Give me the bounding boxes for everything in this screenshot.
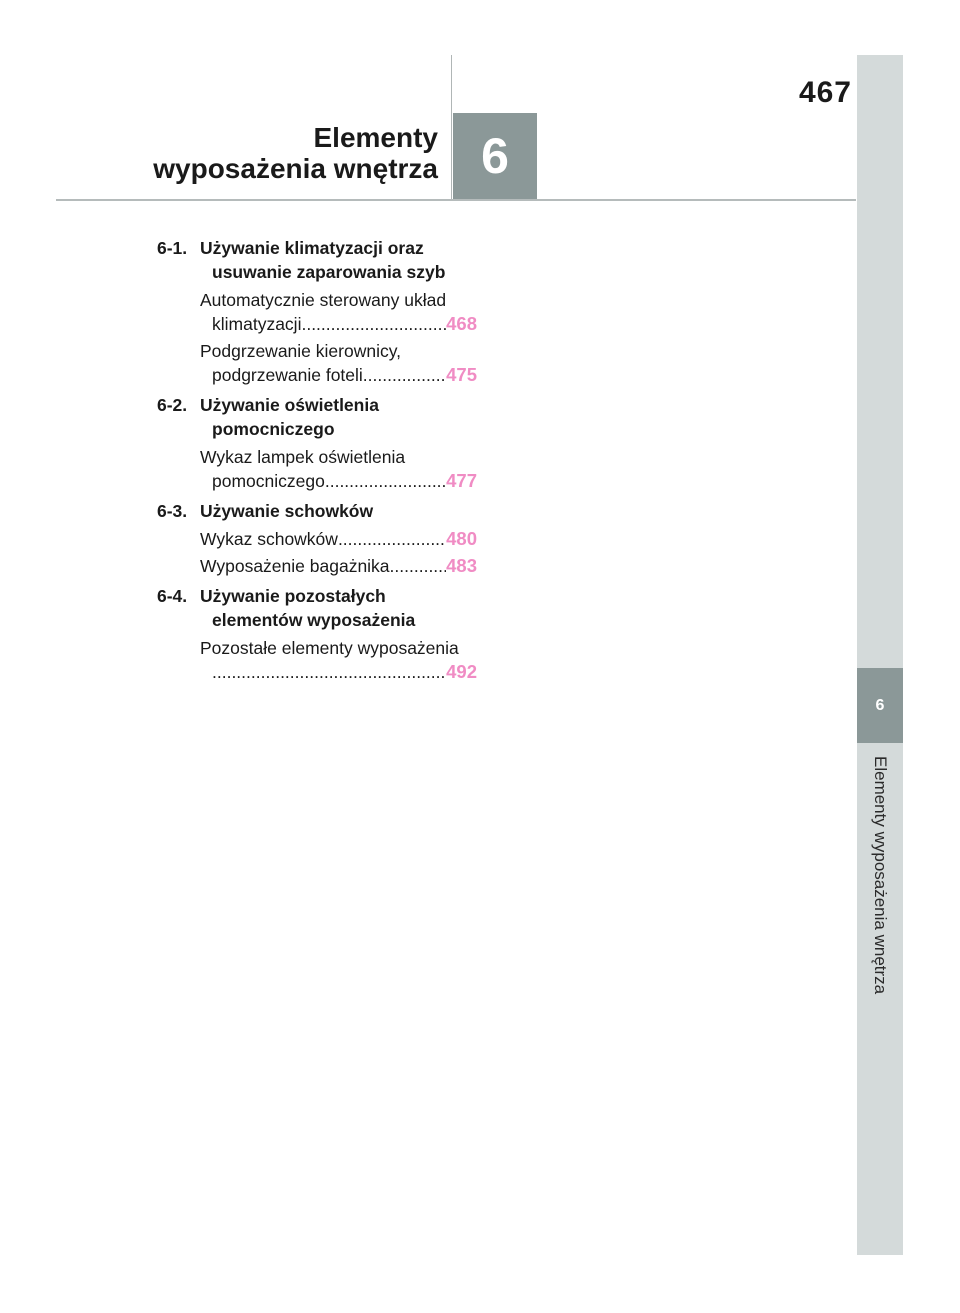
entry-title: Podgrzewanie kierownicy, [200,341,402,361]
section-heading[interactable] [157,584,477,632]
section-heading[interactable] [157,393,477,441]
table-of-contents [157,236,477,690]
entry-title: Pozostałe elementy wyposażenia [200,638,459,658]
dot-leader [212,660,446,684]
toc-entry[interactable] [200,288,477,336]
entry-title: Automatycznie sterowany układ [200,290,447,310]
side-chapter-label: Elementy wyposażenia wnętrza [871,756,890,995]
chapter-title-line1: Elementy [313,122,438,153]
side-chapter-tab[interactable]: 6 [857,668,903,743]
section-title: Używanie schowków [200,501,374,521]
chapter-number-badge: 6 [453,113,537,199]
entry-title-continued: podgrzewanie foteli [212,365,363,385]
entry-title: Wykaz lampek oświetlenia [200,447,406,467]
page-link[interactable]: 480 [446,528,477,549]
section-title: Używanie oświetlenia pomocniczego [200,395,379,439]
toc-entry[interactable] [200,554,477,578]
header-horizontal-divider [56,199,856,201]
page-link[interactable]: 468 [446,313,477,334]
toc-section [157,236,477,387]
header-vertical-divider [451,55,452,200]
chapter-title [150,122,438,184]
entry-title: Wykaz schowków [200,529,338,549]
section-number: 6-3. [157,501,188,521]
page-link[interactable]: 483 [446,555,477,576]
section-number: 6-1. [157,238,188,258]
toc-entry[interactable] [200,339,477,387]
side-thumb-strip [857,55,903,1255]
section-title: Używanie pozostałych elementów wyposażenia [200,586,416,630]
section-heading[interactable] [157,236,477,284]
toc-section [157,393,477,493]
toc-entry[interactable] [200,636,477,684]
section-number: 6-2. [157,395,188,415]
dot-leader [390,554,447,578]
entry-title: Wyposażenie bagażnika [200,556,390,576]
entry-title-continued: klimatyzacji [212,314,302,334]
page-number: 467 [798,76,852,109]
page-link[interactable]: 475 [446,364,477,385]
toc-entry[interactable] [200,445,477,493]
toc-section [157,499,477,578]
section-number: 6-4. [157,586,188,606]
dot-leader [325,469,446,493]
page-link[interactable]: 492 [446,661,477,682]
page-link[interactable]: 477 [446,470,477,491]
dot-leader [301,312,446,336]
toc-entry[interactable] [200,527,477,551]
section-heading[interactable] [157,499,477,523]
dot-leader [363,363,446,387]
section-title: Używanie klimatyzacji oraz usuwanie zaparowania szyb [200,238,446,282]
chapter-title-line2: wyposażenia wnętrza [153,153,438,184]
dot-leader [338,527,446,551]
entry-title-continued: pomocniczego [212,471,325,491]
toc-section [157,584,477,684]
